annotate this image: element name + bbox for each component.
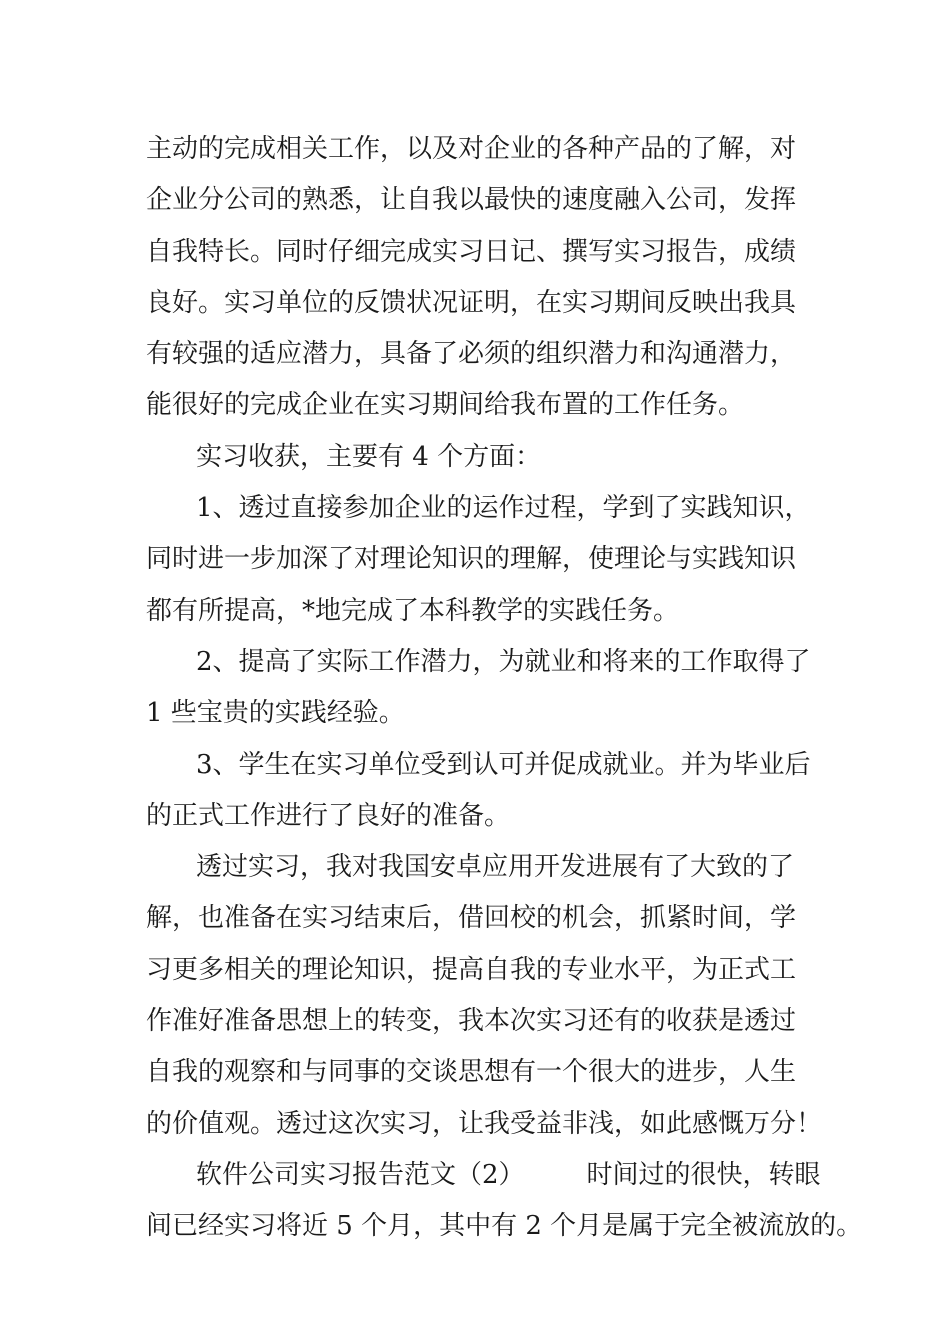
paragraph-lead-line: 实习收获，主要有 4 个方面： xyxy=(196,441,542,472)
text-line: 作准好准备思想上的转变，我本次实习还有的收获是透过 xyxy=(146,1006,797,1037)
text-line: 间已经实习将近 5 个月，其中有 2 个月是属于完全被流放的。 xyxy=(146,1211,863,1242)
text-line: 有较强的适应潜力，具备了必须的组织潜力和沟通潜力， xyxy=(146,339,797,370)
paragraph-lead-line: 3、学生在实习单位受到认可并促成就业。并为毕业后 xyxy=(196,749,811,780)
text-line: 自我特长。同时仔细完成实习日记、撰写实习报告，成绩 xyxy=(146,236,797,267)
text-line: 自我的观察和与同事的交谈思想有一个很大的进步，人生 xyxy=(146,1057,797,1088)
text-line: 同时进一步加深了对理论知识的理解，使理论与实践知识 xyxy=(146,544,797,575)
text-line: 企业分公司的熟悉，让自我以最快的速度融入公司，发挥 xyxy=(146,185,797,216)
text-line: 解，也准备在实习结束后，借回校的机会，抓紧时间，学 xyxy=(146,903,797,934)
text-line: 都有所提高，*地完成了本科教学的实践任务。 xyxy=(146,595,680,626)
text-line: 主动的完成相关工作，以及对企业的各种产品的了解，对 xyxy=(146,134,797,164)
text-line: 能很好的完成企业在实习期间给我布置的工作任务。 xyxy=(146,390,745,421)
report-heading-continuation: 时间过的很快，转眼 xyxy=(586,1159,821,1190)
report-heading-line xyxy=(146,1150,821,1201)
text-line: 习更多相关的理论知识，提高自我的专业水平，为正式工 xyxy=(146,954,797,985)
paragraph-lead-line: 2、提高了实际工作潜力，为就业和将来的工作取得了 xyxy=(196,646,811,677)
paragraph-lead-line: 1、透过直接参加企业的运作过程，学到了实践知识， xyxy=(196,493,811,524)
report-heading: 软件公司实习报告范文（2） xyxy=(196,1159,525,1190)
text-line: 良好。实习单位的反馈状况证明，在实习期间反映出我具 xyxy=(146,287,797,318)
text-line: 的价值观。透过这次实习，让我受益非浅，如此感慨万分！ xyxy=(146,1108,823,1139)
paragraph-lead-line: 透过实习，我对我国安卓应用开发进展有了大致的了 xyxy=(196,852,795,883)
document-body xyxy=(146,124,863,1253)
text-line: 1 些宝贵的实践经验。 xyxy=(146,698,405,729)
text-line: 的正式工作进行了良好的准备。 xyxy=(146,800,511,831)
